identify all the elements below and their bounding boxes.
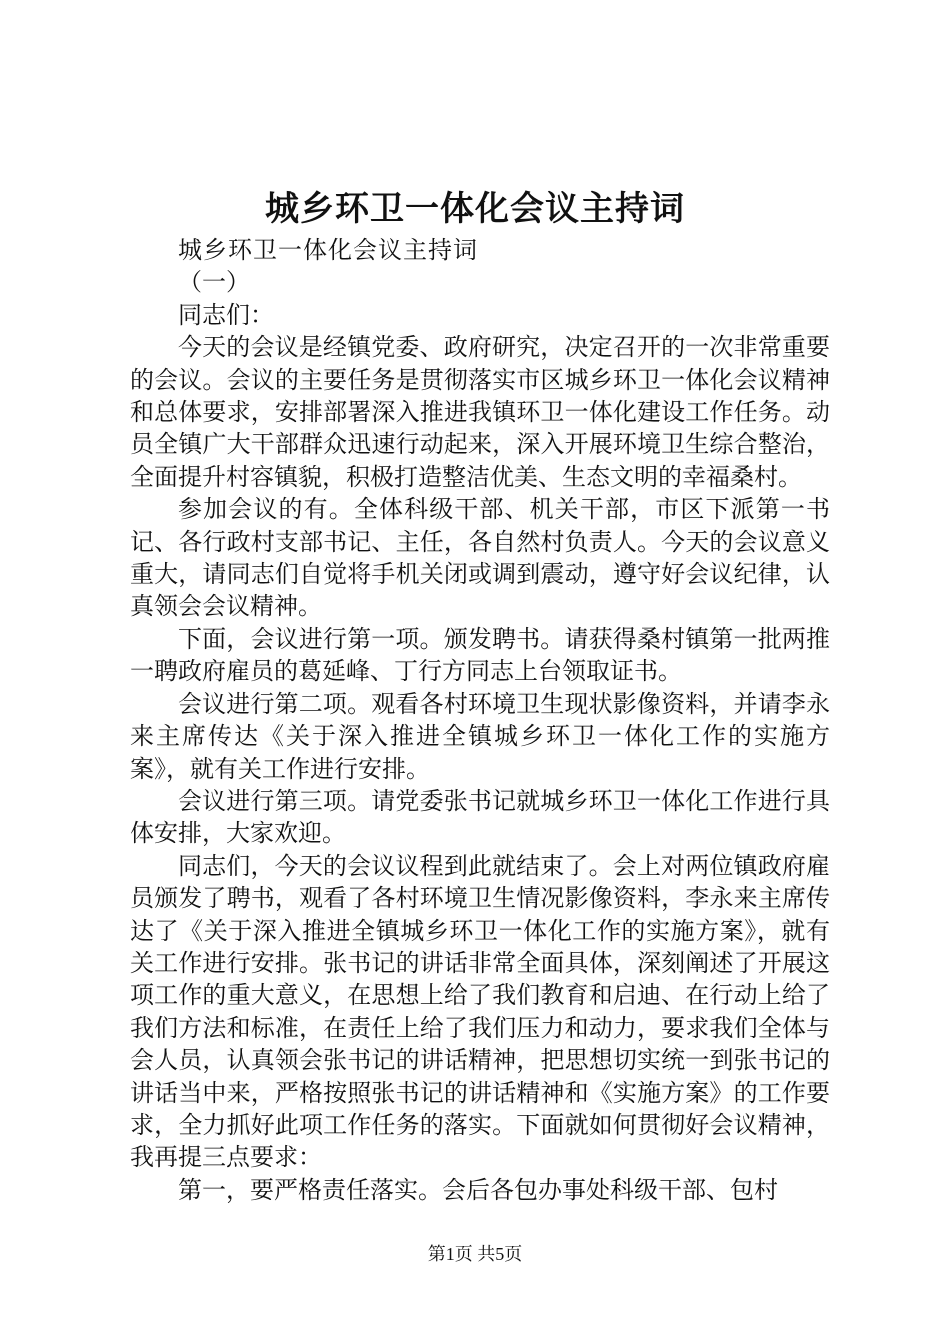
paragraph-requirement-one: 第一，要严格责任落实。会后各包办事处科级干部、包村 bbox=[178, 1175, 778, 1204]
document-title: 城乡环卫一体化会议主持词 bbox=[265, 189, 685, 229]
paragraph-item-one: 下面，会议进行第一项。颁发聘书。请获得桑村镇第一批两推一聘政府雇员的葛延峰、丁行方同志上台领取证书。 bbox=[130, 624, 830, 686]
section-marker: （一） bbox=[178, 268, 250, 297]
paragraph-item-three: 会议进行第三项。请党委张书记就城乡环卫一体化工作进行具体安排，大家欢迎。 bbox=[130, 786, 830, 848]
paragraph-attendees: 参加会议的有。全体科级干部、机关干部，市区下派第一书记、各行政村支部书记、主任，各自然村负责人。今天的会议意义重大，请同志们自觉将手机关闭或调到震动，遵守好会议纪律，认真领会会议精神。 bbox=[130, 495, 830, 621]
salutation: 同志们： bbox=[178, 300, 274, 329]
document-body bbox=[130, 234, 830, 1206]
paragraph-item-two: 会议进行第二项。观看各村环境卫生现状影像资料，并请李永来主席传达《关于深入推进全镇城乡环卫一体化工作的实施方案》，就有关工作进行安排。 bbox=[130, 689, 830, 783]
paragraph-intro: 今天的会议是经镇党委、政府研究，决定召开的一次非常重要的会议。会议的主要任务是贯彻落实市区城乡环卫一体化会议精神和总体要求，安排部署深入推进我镇环卫一体化建设工作任务。动员全镇广大干部群众迅速行动起来，深入开展环境卫生综合整治，全面提升村容镇貌，积极打造整洁优美、生态文明的幸福桑村。 bbox=[130, 333, 830, 491]
page-number: 第1页 共5页 bbox=[427, 1244, 523, 1264]
subtitle-line: 城乡环卫一体化会议主持词 bbox=[178, 236, 478, 264]
paragraph-summary: 同志们，今天的会议议程到此就结束了。会上对两位镇政府雇员颁发了聘书，观看了各村环境卫生情况影像资料，李永来主席传达了《关于深入推进全镇城乡环卫一体化工作的实施方案》，就有关工作进行安排。张书记的讲话非常全面具体，深刻阐述了开展这项工作的重大意义，在思想上给了我们教育和启迪、在行动上给了我们方法和标准，在责任上给了我们压力和动力，要求我们全体与会人员，认真领会张书记的讲话精神，把思想切实统一到张书记的讲话当中来，严格按照张书记的讲话精神和《实施方案》的工作要求，全力抓好此项工作任务的落实。下面就如何贯彻好会议精神，我再提三点要求： bbox=[130, 851, 830, 1172]
